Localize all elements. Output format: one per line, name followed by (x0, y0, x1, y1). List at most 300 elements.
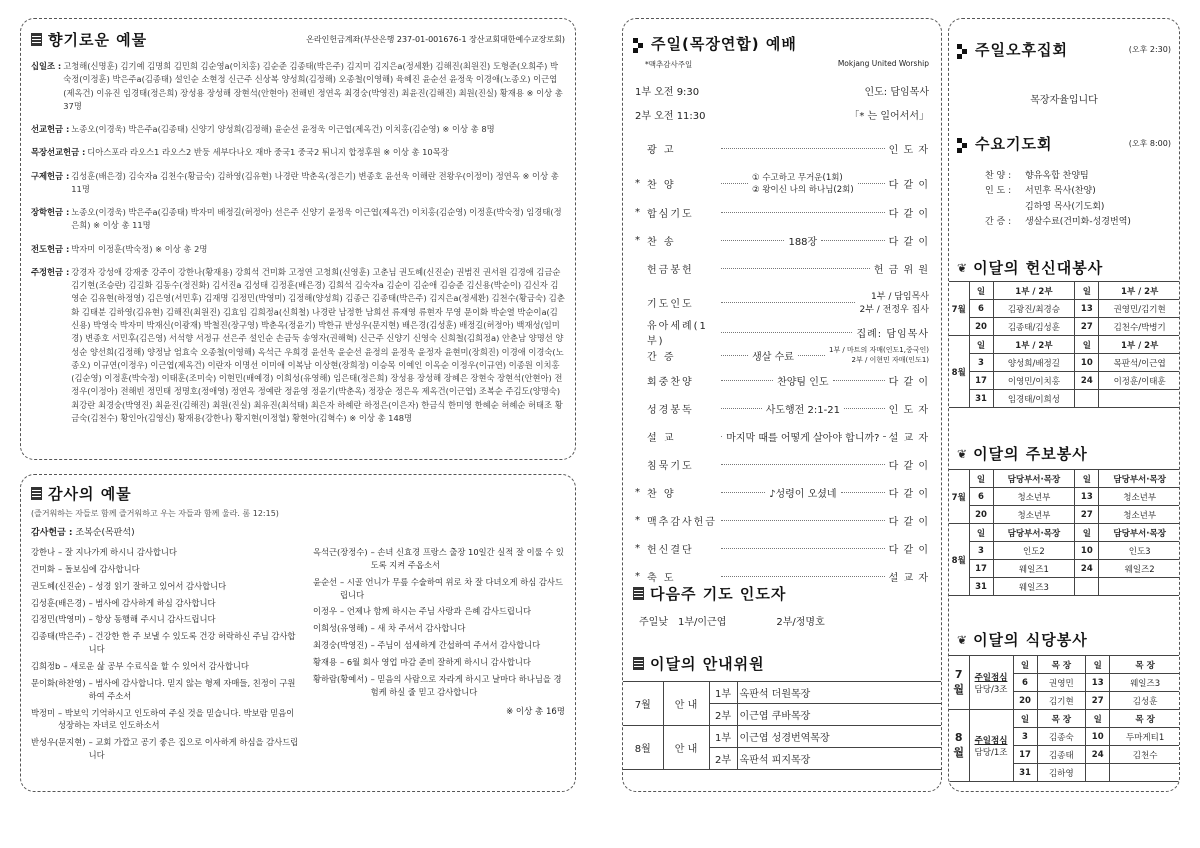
dotted-leader (721, 520, 885, 521)
order-item (635, 317, 929, 347)
order-name: 찬 양 (647, 489, 676, 500)
table-cell: 김성훈 (1110, 692, 1180, 710)
offering-group-label: 목장선교헌금 : (31, 147, 86, 158)
afternoon-time: (오후 2:30) (1128, 45, 1171, 54)
offering-groups (31, 60, 565, 425)
guide-role: 안 내 (663, 726, 709, 770)
guide-title: 이달의 안내위원 (650, 655, 765, 673)
offering-group-label: 구제헌금 : (31, 170, 70, 181)
thanks-message: – 6월 회사 영업 마감 준비 잘하게 하시니 감사합니다 (340, 657, 531, 668)
kitchen-label-sub: 담당/1조 (974, 747, 1008, 758)
thanks-message: – 새로운 삶 공부 수료식을 할 수 있어서 감사합니다 (63, 661, 249, 672)
table-row (949, 390, 1180, 408)
order-name: 헌신결단 (647, 545, 694, 556)
order-item (635, 289, 929, 315)
heading-marker-icon (633, 657, 644, 670)
table-cell: 6 (969, 300, 993, 318)
table-header-row (949, 336, 1180, 354)
guide-part: 1부 (709, 726, 737, 748)
offering-group-label: 전도헌금 : (31, 243, 70, 254)
thanks-total: ※ 이상 총 16명 (506, 706, 565, 717)
thanks-item (31, 613, 299, 626)
order-detail: 188장 (788, 237, 818, 248)
offering-group (31, 123, 565, 136)
table-cell: 10 (1086, 728, 1110, 746)
offering-group-label: 장학헌금 : (31, 207, 70, 218)
wednesday-line (985, 169, 1131, 184)
table-cell: 31 (969, 390, 993, 408)
heart-icon: ❦ (957, 260, 968, 275)
table-cell: 김종태/김성훈 (993, 318, 1075, 336)
table-cell: 3 (969, 354, 993, 372)
order-star: * (635, 543, 640, 554)
order-detail: ① 수고하고 무거운(1회) ② 왕이신 나의 하나님(2회) (752, 173, 854, 195)
table-row (949, 372, 1180, 390)
thanks-message: – 교회 가깝고 공기 좋은 집으로 이사하게 하심을 감사드립니다 (88, 737, 299, 761)
guide-value: 이근엽 쿠바목장 (737, 704, 941, 726)
order-item (635, 569, 929, 584)
kitchen-table (949, 655, 1180, 782)
offering-group (31, 266, 565, 425)
dotted-leader (844, 408, 885, 409)
table-cell: 27 (1086, 692, 1110, 710)
thanks-title: 감사의 예물 (48, 485, 132, 503)
table-cell: 31 (1013, 764, 1037, 782)
offering-group-names: 노종오(이경욱) 박은주a(김종태) 박자미 배정길(허정아) 선은주 신양기 윤정욱 이근엽(제옥건) 이치홍(김순영) 이정훈(박숙정) 임경태(정은희) ※ 이상 총 11명 (71, 207, 562, 231)
offering-group-names: 디아스포라 라오스1 라오스2 반둥 세부다나오 재바 중국1 중국2 튀니지 합정후원 ※ 이상 총 10목장 (87, 147, 449, 158)
wednesday-value: 생살수료(건미화-성경번역) (1025, 216, 1131, 227)
order-item (635, 141, 929, 156)
table-cell: 20 (1013, 692, 1037, 710)
gift-value: 조복순(목판석) (75, 528, 135, 538)
offering-group-label: 십일조 : (31, 61, 62, 71)
order-name: 헌금봉헌 (647, 265, 694, 276)
table-header-cell: 목 장 (1110, 710, 1180, 728)
thanks-giver: 이희성(유영해) (313, 623, 368, 634)
heading-marker-icon (31, 33, 42, 46)
dotted-leader (721, 492, 765, 493)
guide-month: 7월 (623, 682, 663, 726)
thanks-giver: 반성우(문지현) (31, 737, 86, 748)
table-header-cell: 1부 / 2부 (1099, 282, 1180, 300)
right-box (948, 18, 1180, 792)
order-leader: 설 교 자 (888, 573, 929, 584)
table-row (949, 560, 1180, 578)
service1-leader: 인도: 담임목사 (864, 87, 929, 98)
table-header-row (949, 524, 1180, 542)
dotted-leader (821, 240, 884, 241)
dotted-leader (721, 436, 722, 437)
thanks-message: – 잘 지나가게 하시니 감사합니다 (58, 547, 177, 557)
table-cell: 권영민 (1037, 674, 1086, 692)
table-cell: 웨일즈3 (993, 578, 1075, 596)
order-item (635, 485, 929, 500)
kitchen-label-main: 주일점심 (974, 735, 1008, 746)
order-name: 유아세례(1부) (647, 321, 708, 347)
order-leader: 다 같 이 (888, 237, 929, 248)
bulletin-table (949, 469, 1180, 596)
table-cell (1099, 390, 1180, 408)
dotted-leader (721, 212, 885, 213)
order-item (635, 513, 929, 528)
offering-group (31, 146, 565, 159)
order-leader: 다 같 이 (888, 545, 929, 556)
table-header-row (949, 282, 1180, 300)
wednesday-value: 김하영 목사(기도회) (1025, 201, 1105, 212)
thanks-list-right (313, 546, 565, 699)
order-leader: 1부 / 담임목사 2부 / 전정우 집사 (859, 292, 929, 315)
table-row (949, 300, 1180, 318)
table-cell: 13 (1075, 300, 1099, 318)
thanks-giver: 윤순선 (313, 576, 338, 587)
offering-group-names: 강경자 강성애 강재중 강주이 강한나(황재용) 강희석 건미화 고정연 고청희(신영훈) 고춘님 권도혜(신진순) 권범진 권서원 김경애 김금순 김기현(조승란) 김길화 김동수(정진화) 김서진a 김성태 김정훈(배은경) 김희석 김숙자a 김순이 김순애 김승준 김신용(박순이) 김신자 김영순 김유현(하정영) 김은영(서민후) 김재명 김정민(박영미) 김정해(양성희) 김종근 김종태(박은주) 김지은a(정세환) 김천수(황금숙) 김춘화 김태분 김하영(김유현) 김해진(최원진) 김효임 김희정a(신희철) 나경란 남정한 남희선 류재영 류현자 무영 문이화 박순열 박순이a(김신용) 박영숙 박자미 박재신(이광재) 박철진(장구영) 박춘옥(정윤기) 박한규 반성우(문지현) 배은경(김성훈) 배정길(허정아) 백재성(임미경) 변종호 서민후(김은영) 서석향 서정규 선은주 설인순 손금둑 송영자(권해혁) 신근주 신양기 신영숙 신희철(김희정a) 안춘남 양명선 양성순 양선희(김정해) 양정남 엄효숙 오종철(이영해) 옥석근 우희경 윤선욱 윤순선 윤정의 윤정욱 윤정자 윤현미(장희진) 이경애 이경숙(노종오) 이규연(이정우) 이근엽(제옥건) 이란자 이명선 이미애 이복남 이상현(장희정) 이승목 이예인 이옥순 이정우(이규연) 이종원 이치홍(김순영) 이정훈(박숙정) 이태훈(조미숙) 이현민(배예경) 이희성(유영해) 임은태(정은희) 장성용 장성해 장혜은 장현숙 장현석(안현아) 전정우(이정아) 전해빈 정민태 정명호(정애영) 정연옥 정예란 정윤영 정윤기(박춘옥) 정장순 정은옥 제옥건(이근엽) 조복순 주김도(양명숙) 최강란 최경숭(박영진) 최윤진(김해진) 최원(진실) 최유진(최석태) 최은자 하혜란 하정은(이은자) 한금식 한미영 한혜순 허혜순 허태조 황금숙(김천수) 황인아(김영신) 황재용(강한나) 황지현(이정혈) 황현아(김혁수) ※ 이상 총 148명 (71, 266, 565, 423)
thanks-message: – 항상 동행해 주시니 감사드립니다 (88, 614, 216, 625)
offering-group-names: 김성훈(배은경) 김숙자a 김천수(황금숙) 김하영(김유현) 나경란 박춘옥(정은기) 변종호 윤선욱 이해란 전왕우(이정이) 정연옥 ※ 이상 총 11명 (71, 170, 559, 194)
table-header-cell: 목 장 (1037, 656, 1086, 674)
heading-marker-icon (633, 38, 645, 50)
order-leader: 다 같 이 (888, 461, 929, 472)
thanks-message: – 건강한 한 주 보낼 수 있도록 건강 허락하신 주님 감사합니다 (88, 631, 296, 655)
offering-group-label: 선교헌금 : (31, 124, 70, 135)
table-cell: 27 (1075, 318, 1099, 336)
stand-note: 「* 는 일어서서」 (849, 111, 929, 122)
offering-group (31, 206, 565, 233)
order-name: 맥추감사헌금 (647, 517, 717, 528)
guide-part: 2부 (709, 748, 737, 770)
table-header-row (949, 710, 1180, 728)
table-header-cell: 담당부서·목장 (993, 524, 1075, 542)
kitchen-label-sub: 담당/3조 (974, 684, 1008, 695)
thanks-item (31, 630, 299, 656)
next-leader-title: 다음주 기도 인도자 (650, 585, 787, 603)
kitchen-title: 이달의 식당봉사 (973, 631, 1088, 649)
thanks-item (31, 597, 299, 610)
table-cell: 6 (969, 488, 993, 506)
table-cell: 김종태 (1037, 746, 1086, 764)
table-cell: 청소년부 (993, 488, 1075, 506)
table-header-cell: 일 (1075, 470, 1099, 488)
order-leader: 다 같 이 (888, 377, 930, 388)
order-leader: 헌 금 위 원 (873, 265, 929, 276)
table-header-cell: 일 (1013, 710, 1037, 728)
order-star: * (635, 177, 640, 189)
thanks-message: – 믿음의 사람으로 자라게 하시고 날마다 하나님을 경험케 하실 줄 믿고 감사합니다 (370, 673, 562, 697)
table-cell: 6 (1013, 674, 1037, 692)
guide-value: 옥판석 더원목장 (737, 682, 941, 704)
guide-role: 안 내 (663, 682, 709, 726)
table-header-cell: 담당부서·목장 (1099, 524, 1180, 542)
order-leader: 다 같 이 (888, 179, 930, 191)
thanks-item (313, 656, 565, 669)
table-header-cell: 일 (1013, 656, 1037, 674)
order-leader: 설 교 자 (888, 433, 930, 444)
order-item (635, 541, 929, 556)
offering-group-label: 주정헌금 : (31, 266, 70, 277)
dotted-leader (841, 492, 885, 493)
table-header-cell: 일 (969, 282, 993, 300)
table-cell: 13 (1086, 674, 1110, 692)
table-cell: 두마게티1 (1110, 728, 1180, 746)
table-cell: 인도2 (993, 542, 1075, 560)
guide-value: 이근엽 성경번역목장 (737, 726, 941, 748)
table-cell: 김하영 (1037, 764, 1086, 782)
order-detail: 찬양팀 인도 (777, 377, 829, 388)
wednesday-time: (오후 8:00) (1128, 139, 1171, 148)
heading-marker-icon (957, 138, 969, 150)
table-cell: 웨일즈2 (1099, 560, 1180, 578)
table-cell: 3 (969, 542, 993, 560)
table-cell: 이영민/이치홍 (993, 372, 1075, 390)
thanks-message: – 박보익 기억하시고 인도하여 주실 것을 믿습니다. 박보람 믿음이 성장하는 자녀로 인도하소서 (58, 707, 295, 731)
table-cell: 권영민/김기현 (1099, 300, 1180, 318)
table-cell: 20 (969, 318, 993, 336)
worship-box (622, 18, 942, 792)
thanks-giver: 강한나 (31, 547, 56, 557)
wednesday-line (985, 184, 1131, 199)
thanks-giver: 박정미 (31, 707, 56, 718)
thanks-giver: 옥석근(장정수) (313, 547, 368, 557)
worship-sub-right: Mokjang United Worship (837, 59, 929, 68)
wednesday-key: 찬 양 : (985, 171, 1012, 181)
table-cell: 김천수 (1110, 746, 1180, 764)
wednesday-lines (985, 169, 1131, 230)
table-cell: 임경태/이희성 (993, 390, 1075, 408)
table-cell: 김천수/박병기 (1099, 318, 1180, 336)
table-cell: 17 (969, 372, 993, 390)
order-item (635, 429, 929, 444)
thanks-giver: 문이화(하찬영) (31, 677, 86, 688)
order-name: 합심기도 (647, 209, 694, 220)
offering-group-names: 고청해(신명훈) 김기예 김명희 김민희 김순영a(이치홍) 김순준 김종태(박은주) 김지미 김지은a(정세환) 김해진(최원진) 도형준(오희주) 박숙정(이정훈) 박은주a(김종태) 설인순 소현정 신근주 신상복 양성희(김정해) 오종철(이영해) 육혜진 윤순선 윤정욱 이경애(노종오) 이근엽(제옥건) 이유진 임경태(정은희) 장성용 장성해 장현석(안현아) 전해빈 정연옥 최경숭(박영진) 최윤진(김해진) 최원(진실) 황재용 ※ 이상 총 37명 (63, 61, 563, 111)
order-item (635, 171, 929, 195)
order-item (635, 233, 929, 248)
table-cell (1075, 578, 1099, 596)
table-cell: 24 (1086, 746, 1110, 764)
order-star: * (635, 235, 640, 246)
dotted-leader (721, 576, 885, 577)
order-name: 찬 양 (647, 179, 676, 191)
table-cell: 17 (1013, 746, 1037, 764)
table-cell: 10 (1075, 354, 1099, 372)
table-cell: 24 (1075, 372, 1099, 390)
table-row (949, 354, 1180, 372)
wednesday-value: 서민후 목사(찬양) (1025, 186, 1096, 197)
dotted-leader (721, 268, 870, 269)
thanks-message: – 돌보심에 감사합니다 (58, 563, 140, 574)
order-item (635, 401, 929, 416)
thanks-item (31, 660, 299, 673)
dotted-leader (721, 148, 885, 149)
dotted-leader (833, 380, 885, 381)
table-month: 7월 (949, 470, 969, 524)
order-name: 기도인도 (647, 298, 694, 310)
thanks-message: – 시골 언니가 무릎 수술하여 위로 차 잘 다녀오게 하심 감사드립니다 (340, 576, 563, 600)
thanks-list-left (31, 546, 299, 766)
thanks-item (31, 736, 299, 762)
table-row (949, 318, 1180, 336)
thanks-giver: 김정민(박영미) (31, 614, 86, 625)
thanks-message: – 손녀 신효경 프랑스 출장 10일간 실적 잘 이룰 수 있도록 지켜 주옵소서 (370, 547, 564, 570)
thanks-item (31, 677, 299, 703)
guide-month: 8월 (623, 726, 663, 770)
table-month: 7월 (949, 282, 969, 336)
guide-row (623, 726, 941, 748)
dedication-table (949, 281, 1180, 408)
order-detail: 사도행전 2:1-21 (765, 405, 840, 416)
table-cell: 청소년부 (1099, 488, 1180, 506)
table-row (949, 578, 1180, 596)
next-label: 주일낮 (639, 617, 668, 628)
order-detail: 생살 수료 (752, 351, 794, 363)
order-leader: 다 같 이 (888, 517, 929, 528)
order-name: 설 교 (647, 433, 676, 444)
table-cell: 인도3 (1099, 542, 1180, 560)
table-header-row (949, 470, 1180, 488)
dotted-leader (721, 355, 748, 356)
order-name: 성경봉독 (647, 405, 694, 416)
thanks-giver: 최경숭(박영진) (313, 640, 368, 651)
thanks-item (313, 605, 565, 618)
table-cell (1075, 390, 1099, 408)
order-star: * (635, 207, 640, 218)
table-cell: 10 (1075, 542, 1099, 560)
table-cell: 웨일즈3 (1110, 674, 1180, 692)
table-group-label (949, 656, 969, 710)
bulletin-title: 이달의 주보봉사 (973, 445, 1088, 463)
thanks-item (313, 639, 565, 652)
order-detail: 마지막 때를 어떻게 살아야 합니까? (726, 433, 880, 444)
worship-title: 주일(목장연합) 예배 (651, 35, 797, 53)
table-month: 8월 (949, 336, 969, 408)
table-header-cell: 일 (1075, 282, 1099, 300)
thanks-giver: 건미화 (31, 563, 56, 574)
order-star: * (635, 571, 640, 582)
table-header-cell: 일 (1086, 710, 1110, 728)
table-cell: 목판석/이근엽 (1099, 354, 1180, 372)
order-star: * (635, 487, 640, 498)
guide-part: 2부 (709, 704, 737, 726)
thanks-message: – 주님이 섬세하게 간섭하여 주셔서 감사합니다 (370, 640, 541, 651)
wednesday-key: 간 증 : (985, 216, 1012, 227)
order-leader: 1부 / 마트의 자매(인도1,중국인) 2부 / 이현민 자매(인도1) (828, 346, 929, 364)
offering-title: 향기로운 예물 (48, 31, 148, 49)
table-cell: 20 (969, 506, 993, 524)
dotted-leader (721, 464, 885, 465)
order-star: * (635, 515, 640, 526)
dotted-leader (798, 355, 825, 356)
gift-label: 감사헌금 : (31, 528, 73, 538)
table-header-cell: 일 (969, 470, 993, 488)
offering-group (31, 243, 565, 256)
next-leader-1: 1부/이근엽 (677, 617, 727, 628)
worship-sub-left: *맥추감사주일 (645, 60, 693, 69)
order-item (635, 373, 929, 388)
dedication-title: 이달의 헌신대봉사 (973, 259, 1104, 277)
thanks-giver: 황재용 (313, 657, 338, 668)
thanks-item (313, 546, 565, 572)
order-name: 축 도 (647, 573, 676, 584)
dotted-leader (721, 240, 784, 241)
thanks-message: – 새 차 주셔서 감사합니다 (370, 623, 466, 634)
thanks-item (31, 580, 299, 593)
dotted-leader (721, 548, 885, 549)
wednesday-value: 향유옥합 찬양팀 (1025, 171, 1089, 181)
order-name: 간 증 (647, 351, 676, 363)
wednesday-line (985, 215, 1131, 230)
order-item (635, 345, 929, 365)
thanks-item (31, 707, 299, 733)
heading-marker-icon (31, 487, 42, 500)
thanks-giver: 김종태(박은주) (31, 631, 86, 642)
table-header-cell: 담당부서·목장 (1099, 470, 1180, 488)
service1-time: 1부 오전 9:30 (635, 87, 700, 98)
order-name: 찬 송 (647, 237, 676, 248)
table-cell: 김기현 (1037, 692, 1086, 710)
table-cell (1099, 578, 1180, 596)
order-leader: 인 도 자 (888, 405, 929, 416)
afternoon-text: 목장자율입니다 (1030, 95, 1098, 106)
table-header-cell: 일 (1075, 336, 1099, 354)
thanks-item (31, 563, 299, 576)
order-leader: 인 도 자 (888, 145, 929, 156)
thanks-giver: 김성훈(배은경) (31, 597, 86, 608)
table-header-cell: 일 (969, 336, 993, 354)
order-item (635, 457, 929, 472)
table-cell: 이정훈/이태훈 (1099, 372, 1180, 390)
wednesday-line (985, 200, 1131, 215)
kitchen-label (969, 656, 1013, 710)
table-cell: 27 (1075, 506, 1099, 524)
table-header-cell: 일 (1086, 656, 1110, 674)
thanks-item (313, 673, 565, 699)
thanks-item (313, 622, 565, 635)
table-month: 8월 (953, 731, 965, 759)
table-cell: 31 (969, 578, 993, 596)
order-leader: 집례: 담임목사 (856, 328, 929, 340)
service2-time: 2부 오전 11:30 (635, 111, 706, 122)
wednesday-title: 수요기도회 (975, 135, 1053, 153)
dotted-leader (721, 408, 762, 409)
guide-row (623, 682, 941, 704)
offering-group-names: 박자미 이정훈(박숙정) ※ 이상 총 2명 (71, 243, 208, 254)
dotted-leader (721, 332, 852, 333)
thanks-message: – 언제나 함께 하시는 주님 사랑과 은혜 감사드립니다 (340, 606, 531, 617)
table-row (949, 488, 1180, 506)
table-header-cell: 일 (1075, 524, 1099, 542)
thanks-giver: 김희정b (31, 661, 61, 672)
kitchen-label-main: 주일점심 (974, 672, 1008, 683)
offering-group (31, 60, 565, 113)
verse: (즐거워하는 자들로 함께 즐거워하고 우는 자들과 함께 울라. 롬 12:15) (31, 509, 279, 518)
table-header-cell: 1부 / 2부 (993, 336, 1075, 354)
heart-icon: ❦ (957, 632, 968, 647)
order-item (635, 205, 929, 220)
table-header-cell: 목 장 (1110, 656, 1180, 674)
table-row (949, 506, 1180, 524)
table-cell: 청소년부 (1099, 506, 1180, 524)
afternoon-title: 주일오후집회 (975, 41, 1068, 59)
heading-marker-icon (957, 44, 969, 56)
kitchen-label (969, 710, 1013, 782)
table-cell: 17 (969, 560, 993, 578)
wednesday-key: 인 도 : (985, 186, 1012, 197)
table-row (949, 542, 1180, 560)
table-cell (1086, 764, 1110, 782)
thanks-giver: 이정우 (313, 606, 338, 617)
guide-table (623, 681, 941, 770)
thanks-giver: 황하람(황예서) (313, 673, 368, 684)
thanks-item (313, 576, 565, 602)
